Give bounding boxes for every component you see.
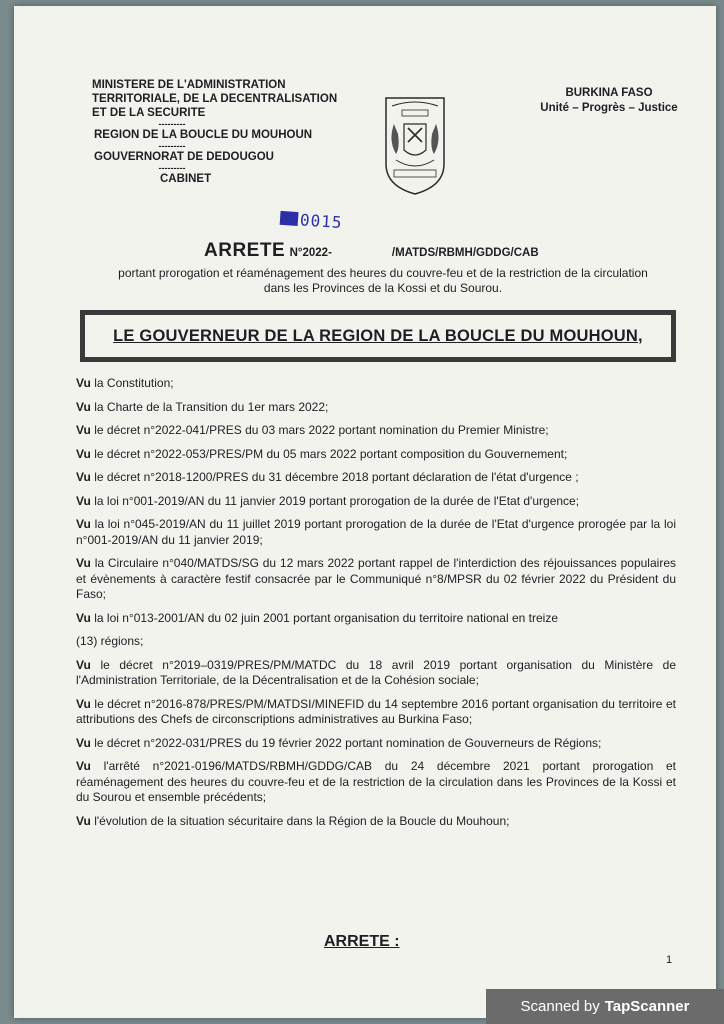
coat-of-arms-icon [380,94,450,196]
consideration-text: le décret n°2022-053/PRES/PM du 05 mars 2022 portant composition du Gouvernement; [90,446,568,461]
scanner-prefix: Scanned by [520,998,600,1015]
separator: --------- [158,163,186,173]
consideration-prefix: Vu [76,399,91,414]
consideration-prefix: Vu [76,376,91,390]
decree-subtitle: portant prorogation et réaménagement des heures du couvre-feu et de la restriction de la circulation dans les Provinces de la Kossi et du Sourou. [118,266,648,295]
consideration-text: le décret n°2018-1200/PRES du 31 décembre 2018 portant déclaration de l'état d'urgence ; [90,470,579,484]
scanner-brand: TapScanner [604,998,690,1015]
consideration-prefix: Vu [76,759,91,773]
consideration-item [76,634,676,650]
consideration-prefix: Vu [76,657,91,672]
consideration-item [76,759,676,806]
decree-number-prefix: N°2022- [289,247,332,259]
consideration-prefix: Vu [76,696,91,711]
consideration-item [76,736,676,752]
stamp-number: 0015 [299,210,344,233]
ministry-header [92,78,372,186]
decree-footer-title: ARRETE : [324,933,400,950]
consideration-item [76,470,676,486]
consideration-text: la Circulaire n°040/MATDS/SG du 12 mars 2022 portant rappel de l'interdiction des réjouissances populaires et évènements à caractère festif consacrée par le Communiqué n°8/MPSR du 02 février 2022 du Président du Faso; [76,556,676,601]
consideration-item [76,658,676,689]
registration-stamp [279,209,343,232]
ministry-name-line-3: ET DE LA SECURITE [92,107,206,119]
considerations-list [76,376,676,837]
consideration-item [76,814,676,830]
country-name: BURKINA FASO [565,87,653,99]
region-name: REGION DE LA BOUCLE DU MOUHOUN [94,129,313,141]
ministry-name-line-1: MINISTERE DE L'ADMINISTRATION [92,79,286,91]
decree-title: ARRETE [204,240,286,261]
authority-frame [80,310,676,362]
ministry-name-line-2: TERRITORIALE, DE LA DECENTRALISATION [92,93,338,105]
consideration-text: la Charte de la Transition du 1er mars 2022; [90,399,329,414]
cabinet-label: CABINET [160,173,212,185]
consideration-prefix: Vu [76,610,91,625]
page-number: 1 [666,954,673,966]
ink-blot [280,211,299,226]
consideration-item [76,517,676,548]
consideration-text: la loi n°001-2019/AN du 11 janvier 2019 portant prorogation de la durée de l'Etat d'urgence; [90,493,580,508]
country-motto: Unité – Progrès – Justice [540,102,678,114]
consideration-prefix: Vu [76,517,91,531]
consideration-item [76,611,676,627]
consideration-text: le décret n°2022-031/PRES du 19 février 2022 portant nomination de Gouverneurs de Régions; [90,735,602,750]
consideration-prefix: Vu [76,813,91,828]
consideration-prefix: Vu [76,470,91,484]
governorate-name: GOUVERNORAT DE DEDOUGOU [94,151,274,163]
consideration-item [76,697,676,728]
consideration-text: la loi n°045-2019/AN du 11 juillet 2019 portant prorogation de la durée de l'Etat d'urgence prorogée par la loi n°001-2019/AN du 11 janvier 2019; [76,517,676,547]
consideration-prefix: Vu [76,556,91,570]
consideration-item [76,423,676,439]
country-header [524,86,694,116]
consideration-text: la loi n°013-2001/AN du 02 juin 2001 portant organisation du territoire national en treize [90,610,558,625]
consideration-text: l'évolution de la situation sécuritaire dans la Région de la Boucle du Mouhoun; [90,813,510,828]
consideration-prefix: Vu [76,493,91,508]
scanner-watermark [486,989,724,1024]
consideration-prefix: Vu [76,735,91,750]
decree-number-suffix: /MATDS/RBMH/GDDG/CAB [391,247,539,259]
consideration-item [76,376,676,392]
document-page [14,6,716,1018]
separator: --------- [158,119,186,129]
consideration-prefix: Vu [76,423,91,437]
consideration-text: le décret n°2016-878/PRES/PM/MATDSI/MINEFID du 14 septembre 2016 portant organisation du territoire et attributions des Chefs de circonscriptions administratives au Burkina Faso; [76,696,676,726]
consideration-text: la Constitution; [90,376,174,390]
consideration-item [76,494,676,510]
separator: --------- [158,141,186,151]
consideration-item [76,400,676,416]
consideration-prefix: Vu [76,446,91,461]
consideration-text: le décret n°2022-041/PRES du 03 mars 2022 portant nomination du Premier Ministre; [90,423,549,437]
consideration-text: l'arrêté n°2021-0196/MATDS/RBMH/GDDG/CAB du 24 décembre 2021 portant prorogation et réaménagement des heures du couvre-feu et de la restriction de la circulation dans les Provinces de la Kossi et du Sourou et ensemble précédents; [76,759,676,804]
consideration-text: le décret n°2019–0319/PRES/PM/MATDC du 18 avril 2019 portant organisation du Ministère de l'Administration Territoriale, de la Décentralisation et de la Cohésion sociale; [76,657,676,687]
consideration-item [76,447,676,463]
decree-heading [204,240,539,262]
consideration-text: (13) régions; [76,634,144,648]
authority-title: LE GOUVERNEUR DE LA REGION DE LA BOUCLE DU MOUHOUN, [85,315,671,357]
consideration-item [76,556,676,603]
